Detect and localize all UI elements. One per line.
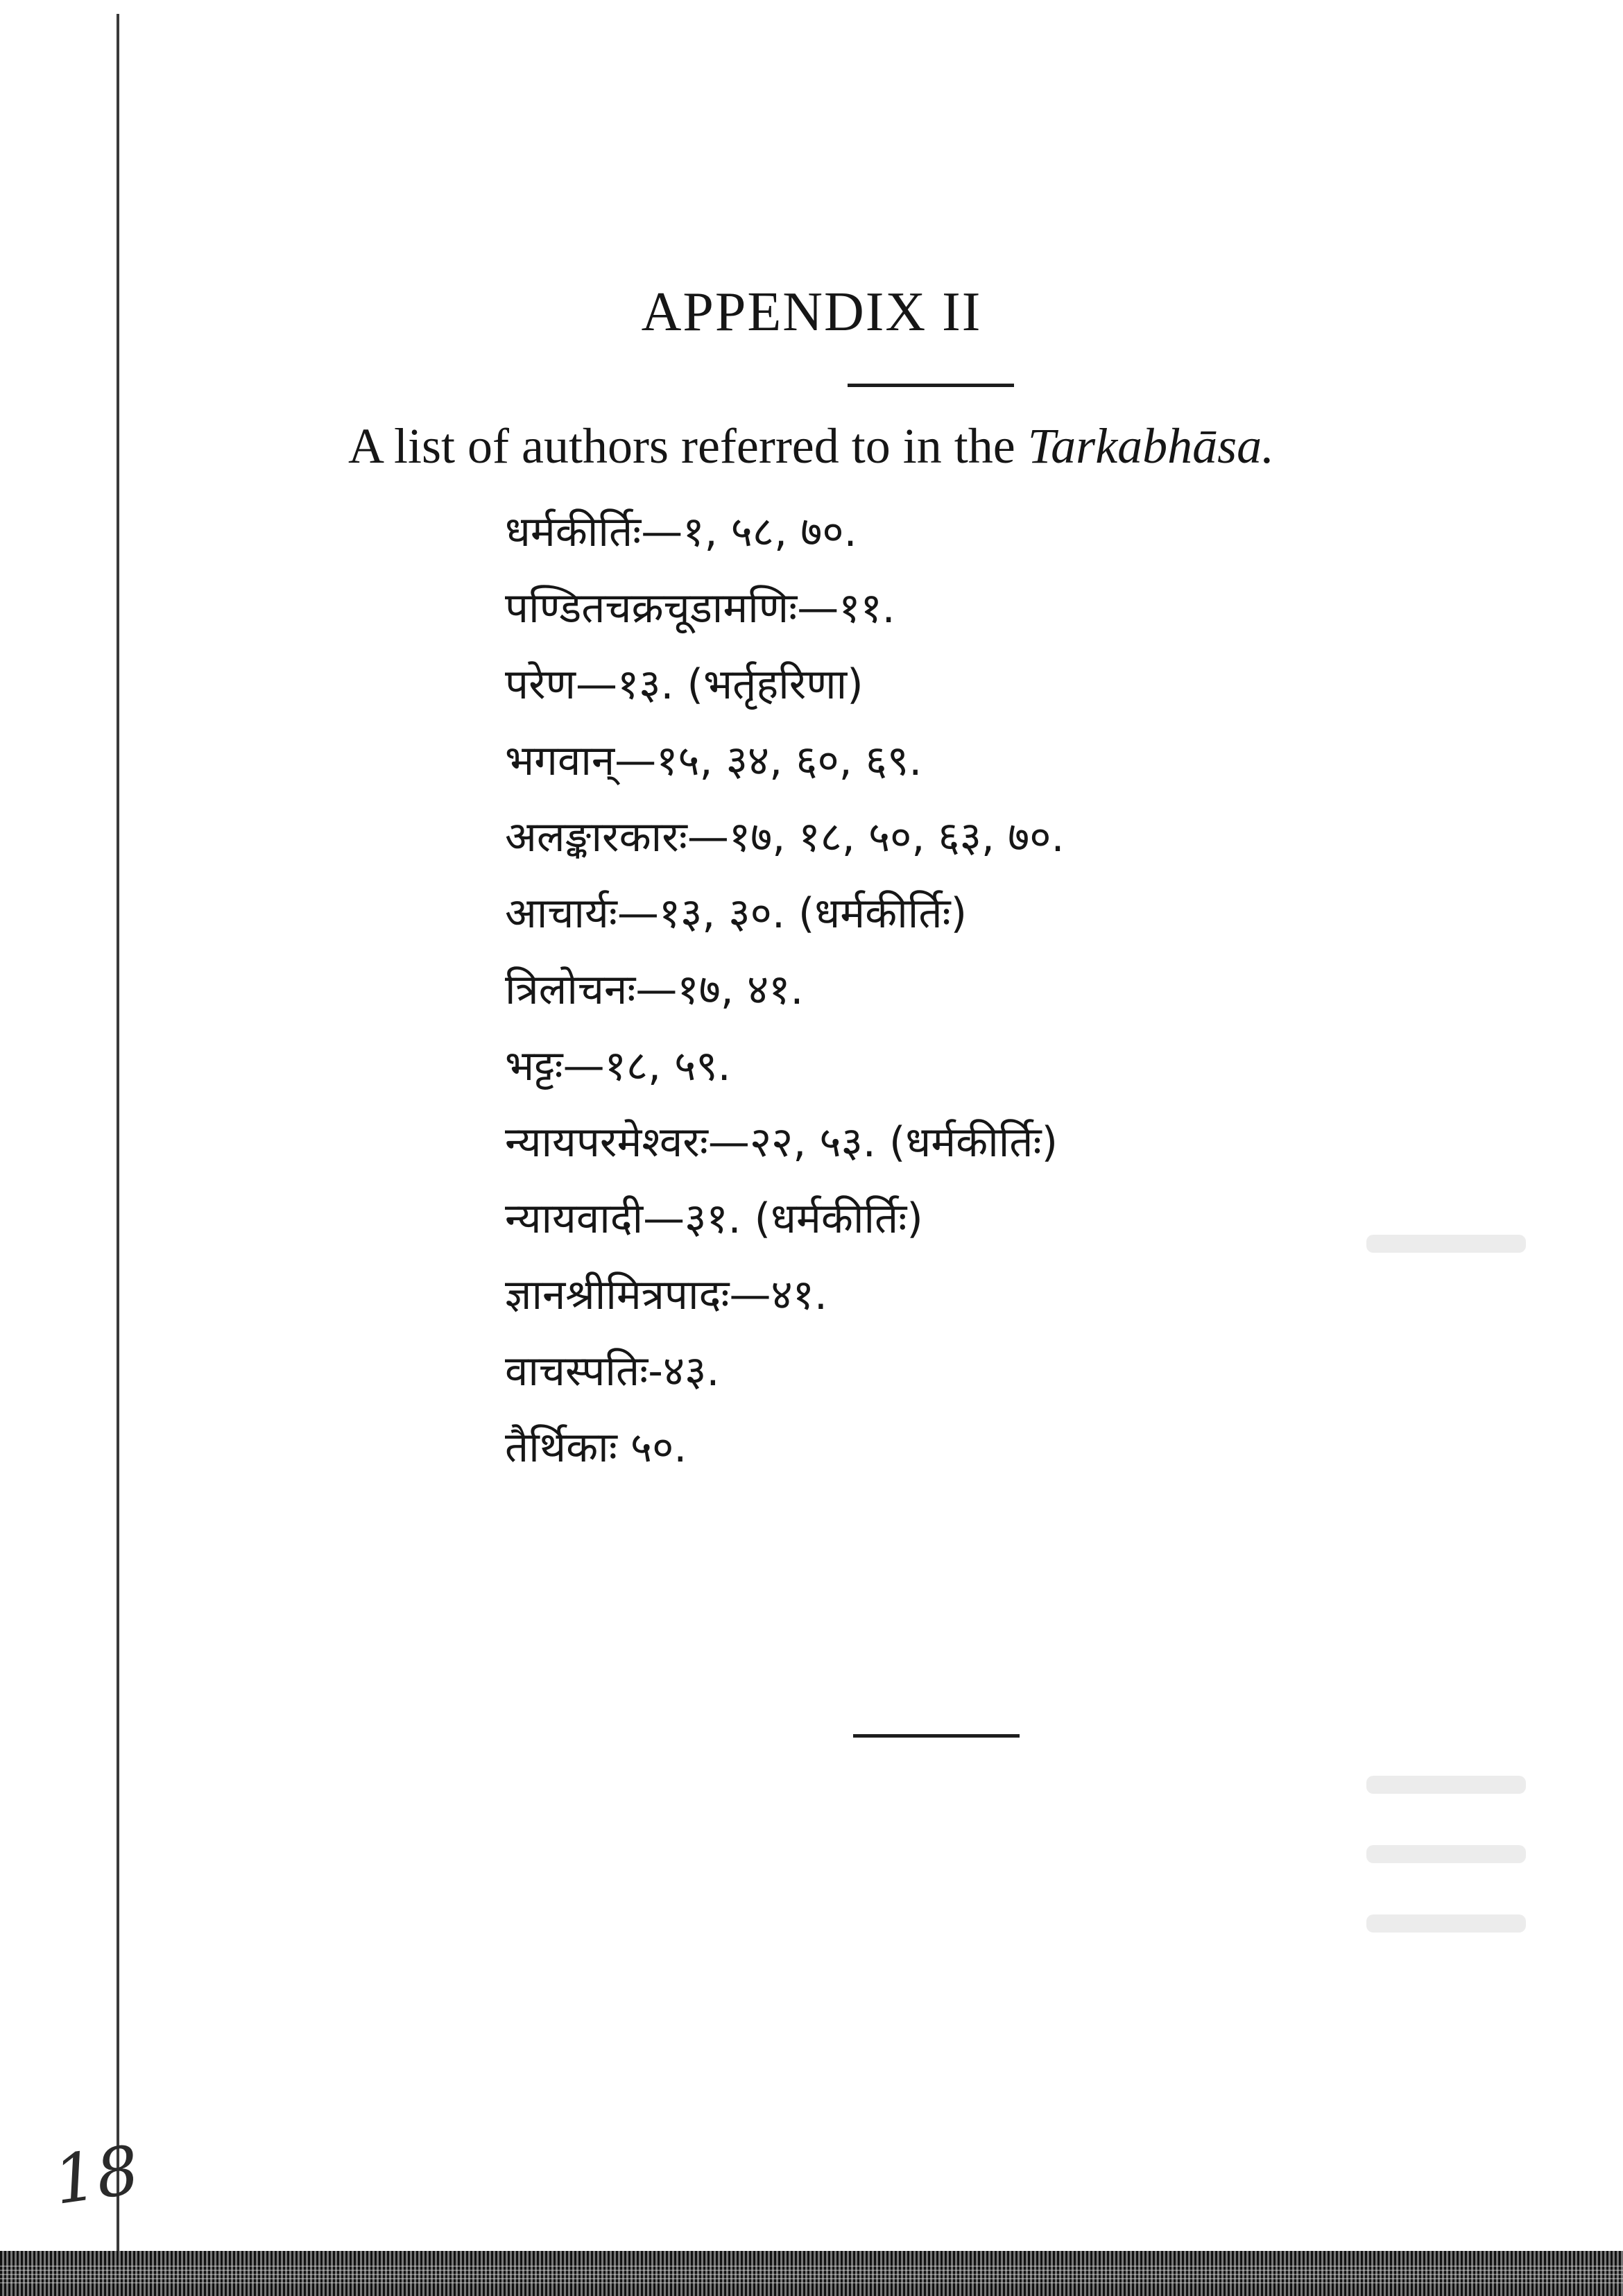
author-entry: न्यायपरमेश्वरः—२२, ५३. (धर्मकीर्तिः): [505, 1118, 1058, 1167]
subtitle-text: A list of authors referred to in the: [348, 418, 1028, 474]
end-rule: [853, 1734, 1020, 1738]
author-list: [505, 494, 1065, 1486]
scan-edge-texture: [0, 2263, 1623, 2284]
author-entry: आचार्यः—१३, ३०. (धर्मकीर्तिः): [505, 889, 968, 938]
appendix-heading: APPENDIX II: [641, 282, 982, 343]
author-entry: वाचस्पतिः-४३.: [505, 1347, 720, 1396]
author-entry: पण्डितचक्रचूडामणिः—११.: [505, 584, 895, 633]
work-title: Tarkabhāsa.: [1027, 418, 1275, 474]
author-entry: परेण—१३. (भर्तृहरिणा): [505, 660, 864, 709]
author-entry: ज्ञानश्रीमित्रपादः—४१.: [505, 1271, 827, 1319]
show-through-smudge: [1366, 1235, 1526, 1253]
author-entry: तैर्थिकाः ५०.: [505, 1423, 687, 1472]
author-entry: धर्मकीर्तिः—१, ५८, ७०.: [505, 508, 857, 556]
author-entry: अलङ्कारकारः—१७, १८, ५०, ६३, ७०.: [505, 813, 1065, 862]
author-entry: न्यायवादी—३१. (धर्मकीर्तिः): [505, 1194, 923, 1243]
show-through-smudge: [1366, 1776, 1526, 1794]
show-through-smudge: [1366, 1845, 1526, 1863]
handwritten-page-mark: 18: [49, 2131, 144, 2220]
heading-rule: [848, 384, 1014, 387]
list-subtitle: [348, 418, 1274, 475]
author-entry: भट्टः—१८, ५९.: [505, 1042, 731, 1090]
author-entry: त्रिलोचनः—१७, ४१.: [505, 966, 804, 1014]
show-through-smudge: [1366, 1914, 1526, 1933]
author-entry: भगवान्—१५, ३४, ६०, ६९.: [505, 737, 922, 785]
page-edge-line: [117, 14, 119, 2251]
